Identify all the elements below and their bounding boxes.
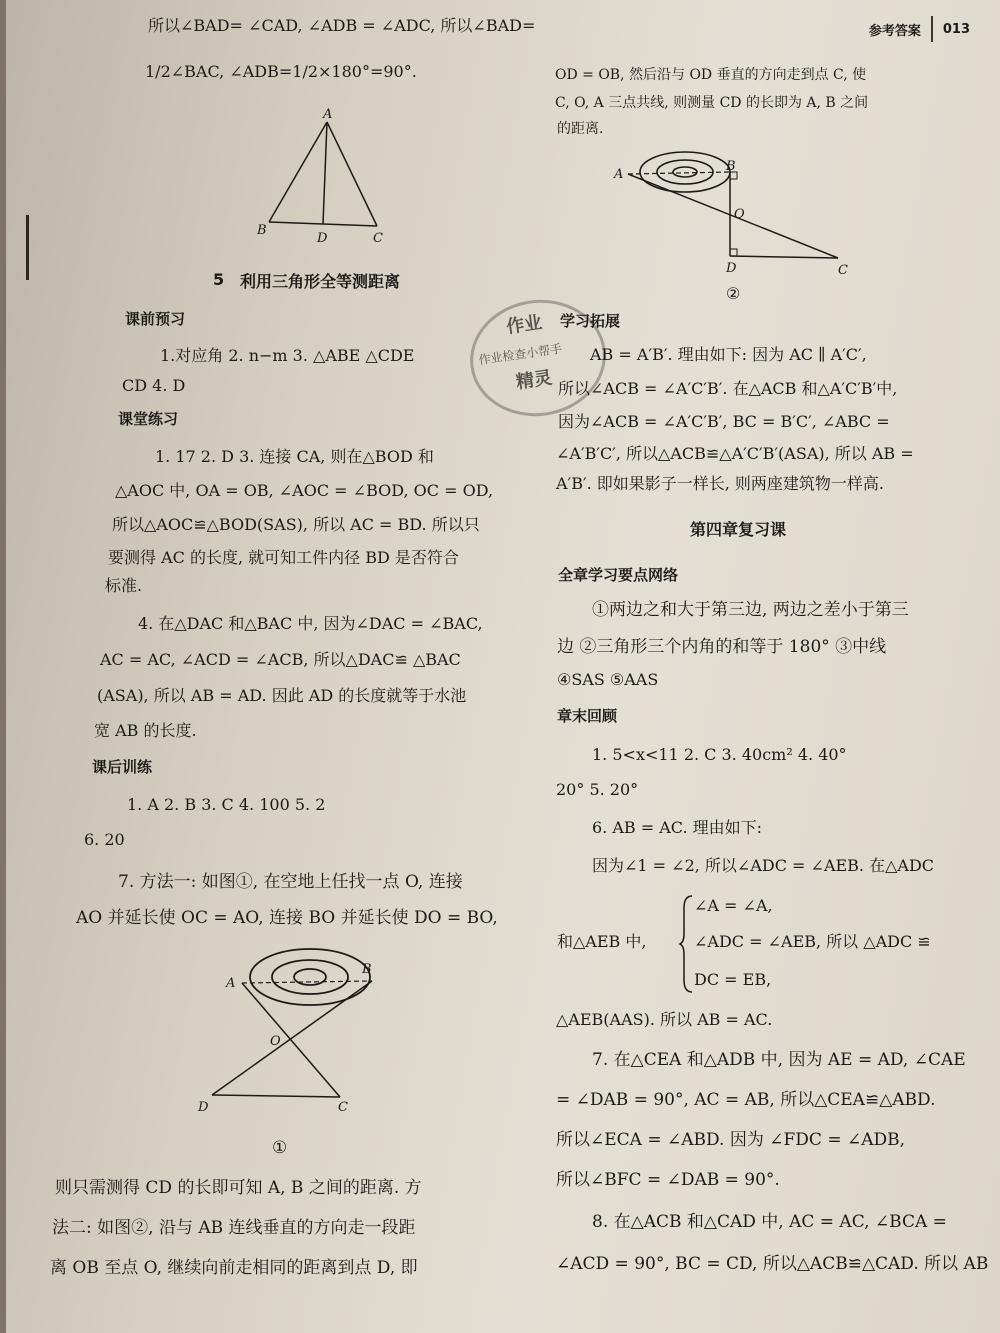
review-line-4: 因为∠1 = ∠2, 所以∠ADC = ∠AEB. 在△ADC bbox=[592, 856, 935, 875]
practice-line-5: 标准. bbox=[105, 576, 143, 595]
system-line-1: ∠A = ∠A, bbox=[694, 896, 773, 915]
system-prefix: 和△AEB 中, bbox=[557, 932, 647, 951]
triangle-figure bbox=[255, 107, 405, 250]
section-title: 利用三角形全等测距离 bbox=[240, 272, 401, 291]
preview-line-a: 1.对应角 2. n−m 3. △ABE △CDE bbox=[160, 346, 415, 365]
header-divider bbox=[931, 16, 933, 42]
header-label: 参考答案 bbox=[868, 23, 921, 39]
network-line-3: ④SAS ⑤AAS bbox=[557, 670, 659, 689]
after-line-3: 7. 方法一: 如图①, 在空地上任找一点 O, 连接 bbox=[118, 872, 463, 892]
review-line-10: 8. 在△ACB 和△CAD 中, AC = AC, ∠BCA = bbox=[592, 1212, 947, 1232]
left-line-top2: 1/2∠BAC, ∠ADB=1/2×180°=90°. bbox=[145, 62, 417, 81]
preview-line-b: CD 4. D bbox=[122, 376, 186, 395]
practice-line-7: AC = AC, ∠ACD = ∠ACB, 所以△DAC≌ △BAC bbox=[100, 650, 461, 669]
figure-one bbox=[190, 945, 390, 1135]
fig-label-a: A bbox=[323, 107, 333, 122]
fig1-label-a: A bbox=[226, 976, 236, 991]
fig2-label-b: B bbox=[726, 159, 736, 174]
practice-line-6: 4. 在△DAC 和△BAC 中, 因为∠DAC = ∠BAC, bbox=[138, 614, 483, 633]
figure-two-number: ② bbox=[726, 284, 741, 303]
review-line-6: 7. 在△CEA 和△ADB 中, 因为 AE = AD, ∠CAE bbox=[592, 1050, 966, 1070]
fig1-label-d: D bbox=[198, 1100, 209, 1115]
left-line-top1: 所以∠BAD= ∠CAD, ∠ADB = ∠ADC, 所以∠BAD= bbox=[148, 16, 536, 35]
figure-two bbox=[610, 140, 860, 300]
network-line-2: 边 ②三角形三个内角的和等于 180° ③中线 bbox=[557, 637, 887, 657]
extension-line-3: 因为∠ACB = ∠A′C′B′, BC = B′C′, ∠ABC = bbox=[558, 412, 890, 431]
fig-label-c: C bbox=[373, 231, 383, 246]
stamp-text-bottom: 精灵 bbox=[514, 367, 554, 394]
figure-one-number: ① bbox=[272, 1138, 288, 1158]
practice-line-1: 1. 17 2. D 3. 连接 CA, 则在△BOD 和 bbox=[155, 447, 434, 466]
extension-line-5: A′B′. 即如果影子一样长, 则两座建筑物一样高. bbox=[556, 474, 885, 493]
fig2-label-d: D bbox=[726, 261, 737, 276]
review-line-8: 所以∠ECA = ∠ABD. 因为 ∠FDC = ∠ADB, bbox=[556, 1130, 906, 1150]
heading-practice: 课堂练习 bbox=[118, 410, 179, 428]
after-line-7: 离 OB 至点 O, 继续向前走相同的距离到点 D, 即 bbox=[50, 1258, 418, 1278]
review-line-1: 1. 5<x<11 2. C 3. 40cm² 4. 40° bbox=[592, 745, 847, 764]
review-line-9: 所以∠BFC = ∠DAB = 90°. bbox=[556, 1170, 780, 1190]
after-line-6: 法二: 如图②, 沿与 AB 连线垂直的方向走一段距 bbox=[52, 1218, 416, 1238]
heading-after-class: 课后训练 bbox=[92, 758, 153, 776]
review-line-5: △AEB(AAS). 所以 AB = AC. bbox=[556, 1010, 773, 1029]
extension-line-1: AB = A′B′. 理由如下: 因为 AC ∥ A′C′, bbox=[590, 345, 867, 364]
fig-label-d: D bbox=[317, 231, 328, 246]
page-number: 013 bbox=[942, 21, 970, 37]
fig1-label-o: O bbox=[270, 1034, 281, 1049]
practice-line-4: 要测得 AC 的长度, 就可知工件内径 BD 是否符合 bbox=[108, 548, 459, 567]
page-header bbox=[869, 14, 970, 44]
right-line-3: 的距离. bbox=[557, 121, 604, 137]
extension-line-2: 所以∠ACB = ∠A′C′B′. 在△ACB 和△A′C′B′中, bbox=[558, 379, 898, 398]
network-line-1: ①两边之和大于第三边, 两边之差小于第三 bbox=[592, 600, 909, 620]
after-line-5: 则只需测得 CD 的长即可知 A, B 之间的距离. 方 bbox=[55, 1178, 422, 1198]
practice-line-9: 宽 AB 的长度. bbox=[94, 721, 197, 740]
right-line-2: C, O, A 三点共线, 则测量 CD 的长即为 A, B 之间 bbox=[555, 95, 869, 111]
after-line-1: 1. A 2. B 3. C 4. 100 5. 2 bbox=[127, 795, 326, 814]
fig1-label-c: C bbox=[338, 1100, 348, 1115]
fig2-label-c: C bbox=[838, 263, 848, 278]
after-line-4: AO 并延长使 OC = AO, 连接 BO 并延长使 DO = BO, bbox=[76, 908, 498, 928]
section-number: 5 bbox=[213, 270, 225, 289]
stamp-text-middle: 作业检查小帮手 bbox=[477, 341, 563, 368]
practice-line-8: (ASA), 所以 AB = AD. 因此 AD 的长度就等于水池 bbox=[97, 686, 467, 705]
heading-review: 章末回顾 bbox=[557, 707, 618, 725]
fig2-label-a: A bbox=[614, 167, 624, 182]
system-line-2: ∠ADC = ∠AEB, 所以 △ADC ≌ bbox=[694, 932, 931, 951]
review-line-3: 6. AB = AC. 理由如下: bbox=[592, 818, 763, 837]
margin-mark bbox=[26, 215, 29, 280]
heading-extension: 学习拓展 bbox=[560, 312, 621, 330]
stamp-text-top: 作业 bbox=[504, 312, 544, 338]
practice-line-3: 所以△AOC≌△BOD(SAS), 所以 AC = BD. 所以只 bbox=[112, 515, 480, 534]
heading-network: 全章学习要点网络 bbox=[558, 566, 679, 584]
extension-line-4: ∠A′B′C′, 所以△ACB≌△A′C′B′(ASA), 所以 AB = bbox=[556, 444, 914, 463]
review-line-2: 20° 5. 20° bbox=[556, 780, 639, 799]
right-line-1: OD = OB, 然后沿与 OD 垂直的方向走到点 C, 使 bbox=[555, 67, 867, 83]
system-brace bbox=[680, 894, 694, 994]
system-line-3: DC = EB, bbox=[694, 970, 772, 989]
review-line-7: = ∠DAB = 90°, AC = AB, 所以△CEA≌△ABD. bbox=[556, 1090, 936, 1110]
review-line-11: ∠ACD = 90°, BC = CD, 所以△ACB≌△CAD. 所以 AB bbox=[556, 1254, 989, 1274]
fig-label-b: B bbox=[257, 223, 267, 238]
fig2-label-o: O bbox=[734, 207, 745, 222]
chapter-title: 第四章复习课 bbox=[690, 520, 787, 539]
fig1-label-b: B bbox=[362, 962, 372, 977]
heading-preview: 课前预习 bbox=[125, 310, 186, 328]
after-line-2: 6. 20 bbox=[84, 830, 125, 849]
practice-line-2: △AOC 中, OA = OB, ∠AOC = ∠BOD, OC = OD, bbox=[115, 481, 494, 500]
